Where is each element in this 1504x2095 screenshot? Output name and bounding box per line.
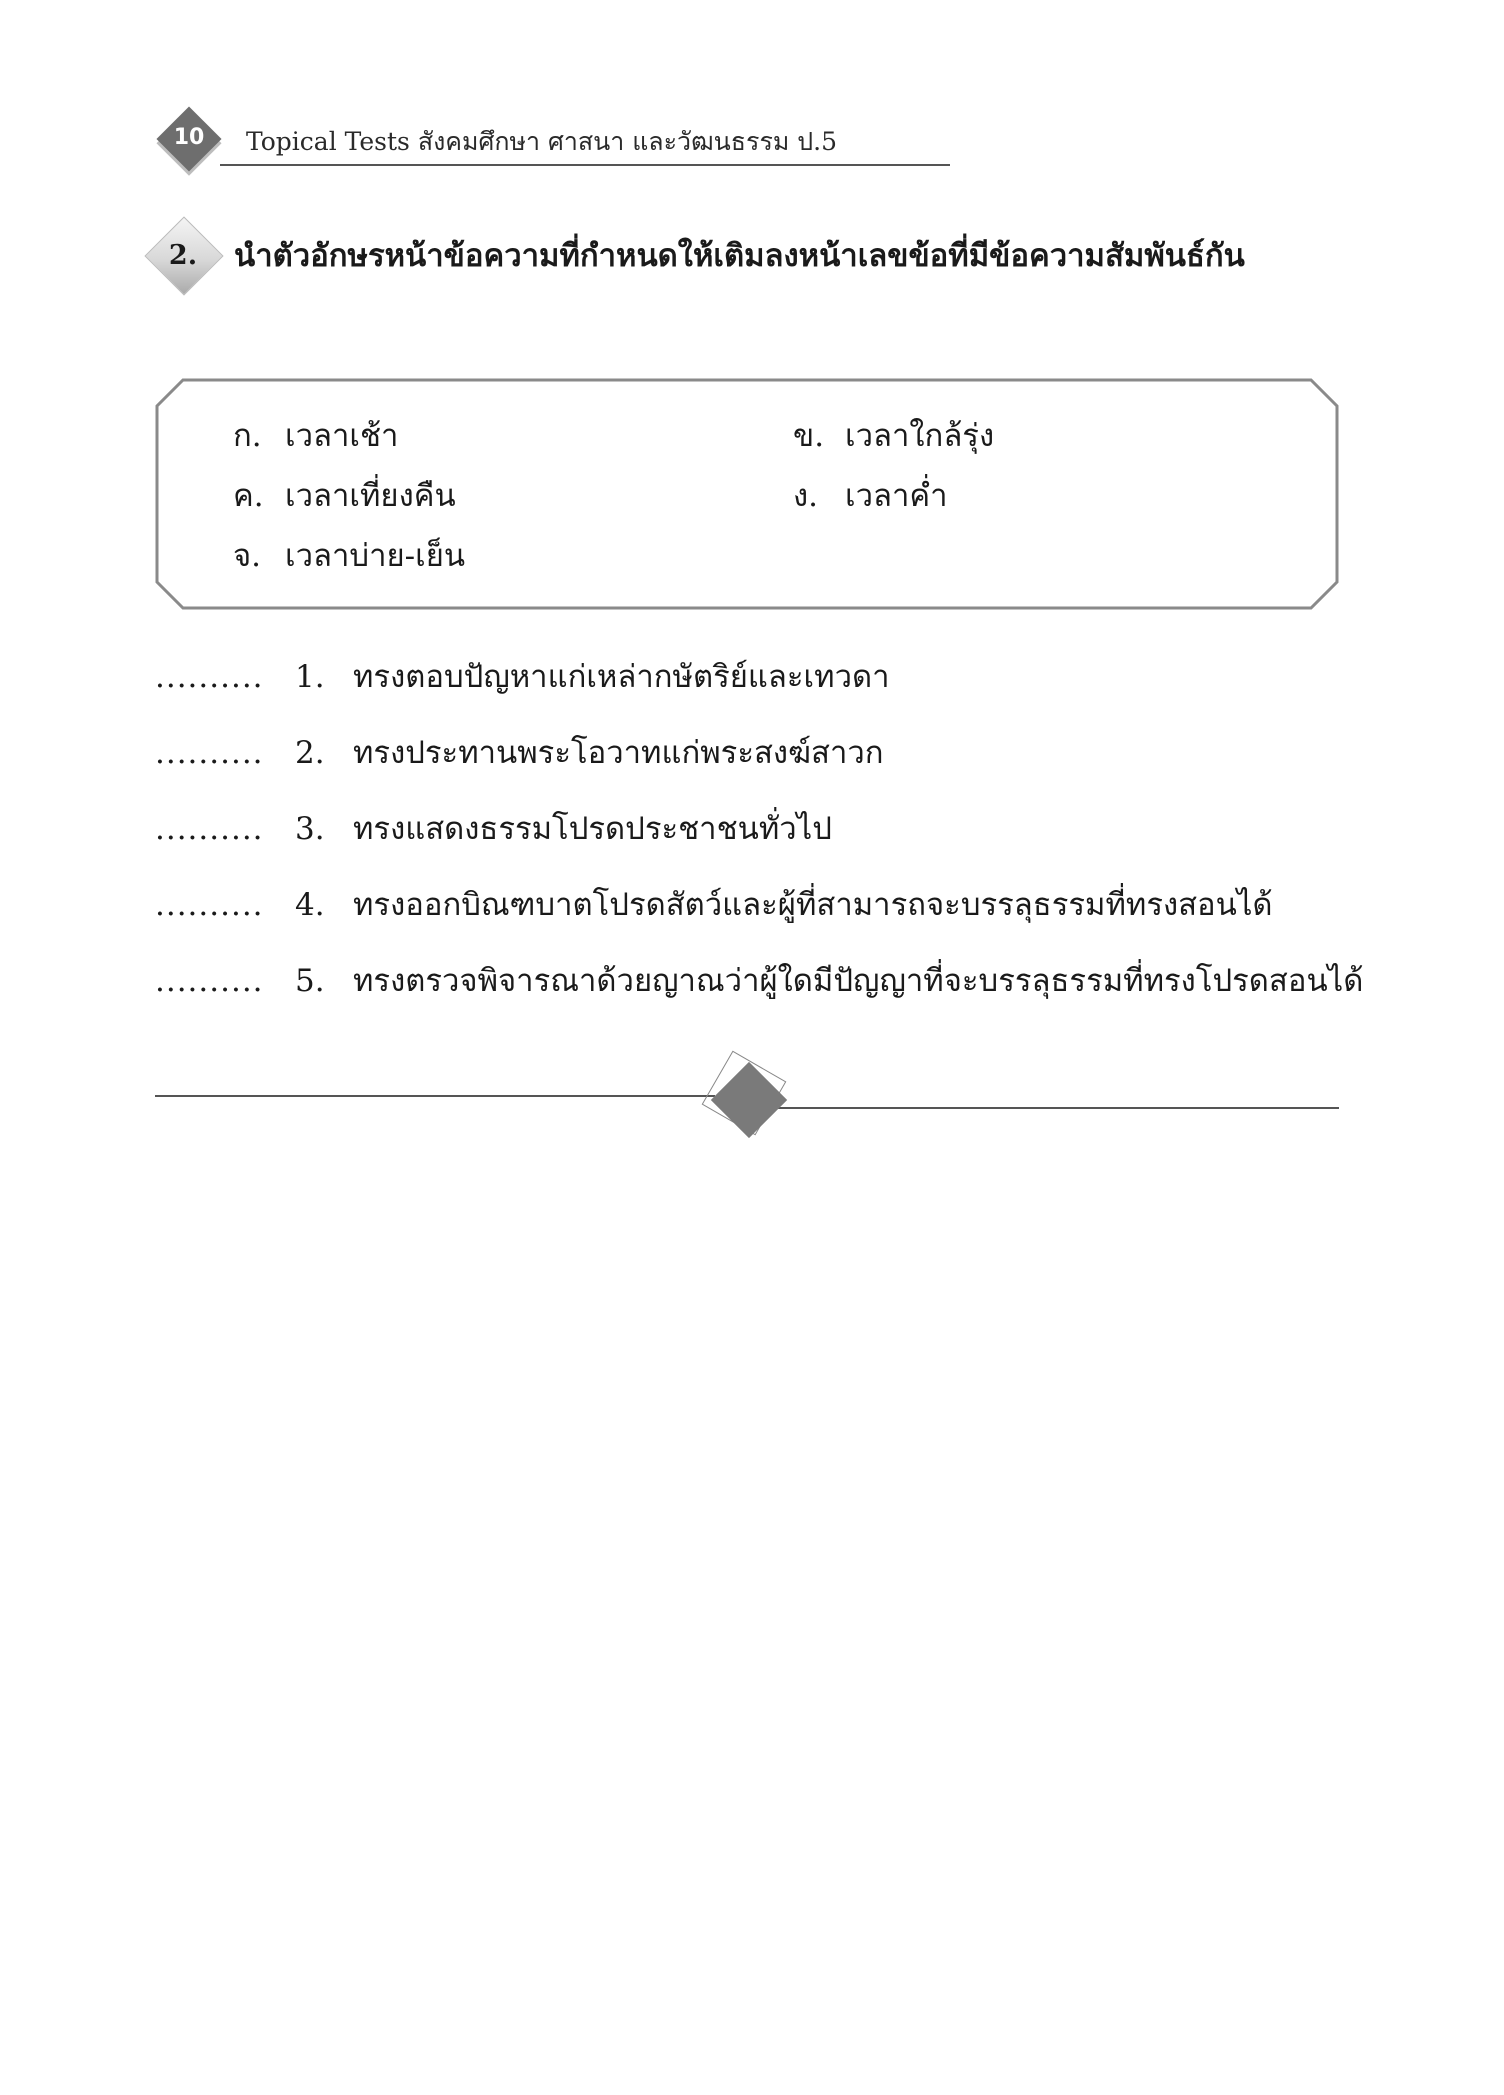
- option-text: เวลาค่ำ: [845, 478, 948, 514]
- item-text: ทรงตอบปัญหาแก่เหล่ากษัตริย์และเทวดา: [353, 659, 890, 695]
- option-label: ข.: [793, 418, 825, 454]
- option-text: เวลาใกล้รุ่ง: [845, 418, 995, 454]
- answer-item-5: [155, 958, 1364, 1018]
- ornament-line-left: [155, 1095, 715, 1097]
- answer-item-3: [155, 806, 1355, 866]
- item-number: 5.: [295, 963, 325, 999]
- item-text: ทรงแสดงธรรมโปรดประชาชนทั่วไป: [353, 811, 832, 847]
- ornament-line-right: [775, 1107, 1339, 1109]
- answer-blank[interactable]: ..........: [155, 811, 264, 847]
- answer-blank[interactable]: ..........: [155, 659, 264, 695]
- option-text: เวลาเที่ยงคืน: [285, 478, 456, 514]
- answer-item-1: [155, 654, 1355, 714]
- option-text: เวลาบ่าย-เย็น: [285, 538, 466, 574]
- item-number: 4.: [295, 887, 325, 923]
- option-label: ง.: [793, 478, 818, 514]
- answer-item-2: [155, 730, 1355, 790]
- section-end-ornament: [155, 1040, 1339, 1140]
- answer-blank[interactable]: ..........: [155, 887, 264, 923]
- page-header: [150, 108, 950, 172]
- page-number: 10: [173, 125, 205, 150]
- question-number: 2.: [168, 240, 198, 271]
- option-ngo: [793, 474, 948, 518]
- option-label: ค.: [233, 478, 264, 514]
- header-title: Topical Tests สังคมศึกษา ศาสนา และวัฒนธรรม ป.5: [246, 127, 838, 156]
- header-divider: [220, 164, 950, 166]
- option-cho: [233, 534, 465, 578]
- option-label: ก.: [233, 418, 262, 454]
- answer-blank[interactable]: ..........: [155, 735, 264, 771]
- options-box: [155, 378, 1339, 610]
- answer-item-4: [155, 882, 1355, 942]
- option-kho-khwai: [233, 474, 456, 518]
- option-text: เวลาเช้า: [285, 418, 399, 454]
- item-number: 1.: [295, 659, 325, 695]
- answer-blank[interactable]: ..........: [155, 963, 264, 999]
- option-kho: [793, 414, 994, 458]
- option-label: จ.: [233, 538, 262, 574]
- item-number: 3.: [295, 811, 325, 847]
- option-ko: [233, 414, 398, 458]
- item-number: 2.: [295, 735, 325, 771]
- question-instruction: นำตัวอักษรหน้าข้อความที่กำหนดให้เติมลงหน้าเลขข้อที่มีข้อความสัมพันธ์กัน: [234, 238, 1245, 274]
- item-text: ทรงประทานพระโอวาทแก่พระสงฆ์สาวก: [353, 735, 884, 771]
- item-text: ทรงตรวจพิจารณาด้วยญาณว่าผู้ใดมีปัญญาที่จะบรรลุธรรมที่ทรงโปรดสอนได้: [353, 963, 1364, 999]
- question-heading: [142, 222, 1382, 302]
- item-text: ทรงออกบิณฑบาตโปรดสัตว์และผู้ที่สามารถจะบรรลุธรรมที่ทรงสอนได้: [353, 887, 1273, 923]
